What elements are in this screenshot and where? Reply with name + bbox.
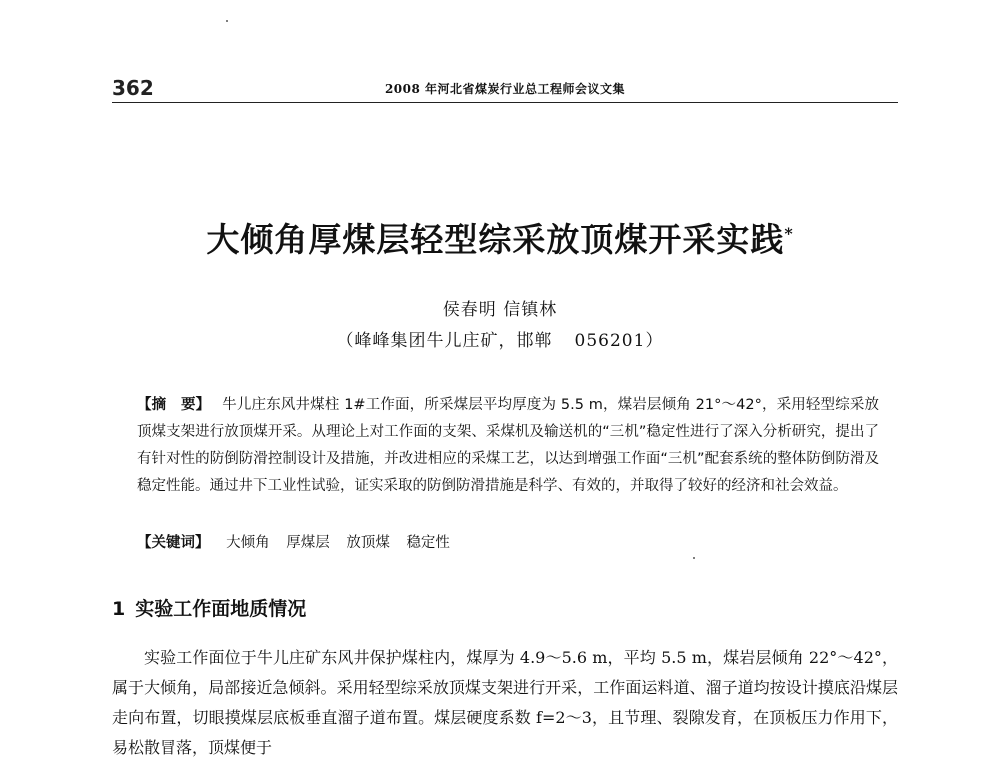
postcode: 056201） bbox=[574, 331, 664, 351]
running-head: 2008 年河北省煤炭行业总工程师会议文集 bbox=[384, 82, 626, 96]
keywords-label: 【关键词】 bbox=[137, 535, 210, 551]
keyword: 厚煤层 bbox=[286, 535, 330, 551]
authors: 侯春明 信镇林 bbox=[442, 300, 558, 320]
section-title: 实验工作面地质情况 bbox=[135, 598, 307, 620]
body-text bbox=[112, 643, 898, 763]
abstract bbox=[137, 392, 879, 500]
keyword: 稳定性 bbox=[406, 535, 450, 551]
article-title bbox=[0, 214, 1000, 261]
title-text: 大倾角厚煤层轻型综采放顶煤开采实践 bbox=[206, 220, 785, 259]
keyword: 放顶煤 bbox=[346, 535, 390, 551]
affiliation-text: （峰峰集团牛儿庄矿，邯郸 bbox=[336, 331, 553, 351]
section-number: 1 bbox=[112, 598, 126, 620]
abstract-text: 牛儿庄东风井煤柱 1#工作面，所采煤层平均厚度为 5.5 m，煤岩层倾角 21°～42°，采用轻型综采放顶煤支架进行放顶煤开采。从理论上对工作面的支架、采煤机及输送机的“三机”稳定性进行了深入分析研究，提出了有针对性的防倒防滑控制设计及措施，并改进相应的采煤工艺，以达到增强工作面“三机”配套系统的整体防倒防滑及稳定性能。通过井下工业性试验，证实采取的防倒防滑措施是科学、有效的，并取得了较好的经济和社会效益。 bbox=[137, 397, 879, 494]
paragraph: 实验工作面位于牛儿庄矿东风井保护煤柱内，煤厚为 4.9～5.6 m，平均 5.5 m，煤岩层倾角 22°～42°，属于大倾角，局部接近急倾斜。采用轻型综采放顶煤支架进行开采，工作面运料道、溜子道均按设计摸底沿煤层走向布置，切眼摸煤层底板垂直溜子道布置。煤层硬度系数 f=2～3，且节理、裂隙发育，在顶板压力作用下，易松散冒落，顶煤便于 bbox=[112, 648, 898, 757]
page-header bbox=[112, 76, 898, 103]
page-number: 362 bbox=[112, 76, 154, 100]
scan-speck bbox=[226, 20, 228, 22]
keywords bbox=[137, 530, 879, 557]
section-heading bbox=[112, 594, 306, 621]
keyword: 大倾角 bbox=[226, 535, 270, 551]
affiliation bbox=[0, 326, 1000, 351]
abstract-label: 【摘 要】 bbox=[137, 397, 211, 413]
scan-speck bbox=[693, 557, 695, 559]
title-footnote-mark: * bbox=[784, 224, 794, 243]
